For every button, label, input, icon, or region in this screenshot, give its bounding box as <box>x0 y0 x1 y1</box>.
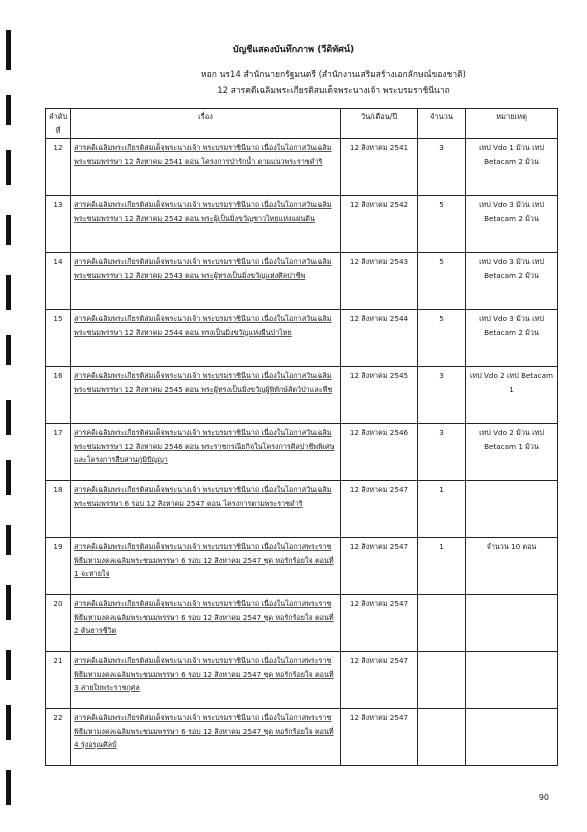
row-no: 16 <box>46 367 71 424</box>
row-note <box>466 709 558 766</box>
col-header-date: วัน/เดือน/ปี <box>341 109 418 139</box>
binder-mark <box>6 95 11 125</box>
row-no: 17 <box>46 424 71 481</box>
row-note: เทป Vdo 2 เทป Betacam 1 <box>466 367 558 424</box>
row-date: 12 สิงหาคม 2544 <box>341 310 418 367</box>
row-note: เทป Vdo 3 ม้วน เทป Betacam 2 ม้วน <box>466 196 558 253</box>
row-title: สารคดีเฉลิมพระเกียรติสมเด็จพระนางเจ้า พระบรมราชินีนาถ เนื่องในโอกาสพระราชพิธีมหามงคลเฉลิมพระชนมพรรษา 6 รอบ 12 สิงหาคม 2547 ชุด หอรักร้อยใจ ตอนที่ 2 ต้นธารชีวิต <box>71 595 341 652</box>
row-note: จำนวน 10 ตอน <box>466 538 558 595</box>
table-row <box>46 196 558 253</box>
table-row <box>46 253 558 310</box>
col-header-no: ลำดับที่ <box>46 109 71 139</box>
row-no: 21 <box>46 652 71 709</box>
col-header-qty: จำนวน <box>418 109 466 139</box>
binder-mark <box>6 705 11 740</box>
series-line: 12 สารคดีเฉลิมพระเกียรติสมเด็จพระนางเจ้า พระบรมราชินีนาถ <box>217 86 450 96</box>
table-row <box>46 139 558 196</box>
row-title: สารคดีเฉลิมพระเกียรติสมเด็จพระนางเจ้า พระบรมราชินีนาถ เนื่องในโอกาสพระราชพิธีมหามงคลเฉลิมพระชนมพรรษา 6 รอบ 12 สิงหาคม 2547 ชุด หอรักร้อยใจ ตอนที่ 1 จะหายใจ <box>71 538 341 595</box>
row-date: 12 สิงหาคม 2546 <box>341 424 418 481</box>
row-title: สารคดีเฉลิมพระเกียรติสมเด็จพระนางเจ้า พระบรมราชินีนาถ เนื่องในโอกาสวันเฉลิมพระชนมพรรษา 6 รอบ 12 สิงหาคม 2547 ตอน โครงการตามพระราชดำริ <box>71 481 341 538</box>
row-qty <box>418 595 466 652</box>
page-number: 90 <box>538 793 549 802</box>
row-note: เทป Vdo 2 ม้วน เทป Betacam 1 ม้วน <box>466 424 558 481</box>
row-title: สารคดีเฉลิมพระเกียรติสมเด็จพระนางเจ้า พระบรมราชินีนาถ เนื่องในโอกาสวันเฉลิมพระชนมพรรษา 12 สิงหาคม 2543 ตอน พระผู้ทรงเป็นมิ่งขวัญแห่งศิลปาชีพ <box>71 253 341 310</box>
col-header-note: หมายเหตุ <box>466 109 558 139</box>
row-note <box>466 595 558 652</box>
row-title: สารคดีเฉลิมพระเกียรติสมเด็จพระนางเจ้า พระบรมราชินีนาถ เนื่องในโอกาสวันเฉลิมพระชนมพรรษา 12 สิงหาคม 2545 ตอน พระผู้ทรงเป็นมิ่งขวัญผู้พิทักษ์สัตว์ป่าและพืช <box>71 367 341 424</box>
row-title: สารคดีเฉลิมพระเกียรติสมเด็จพระนางเจ้า พระบรมราชินีนาถ เนื่องในโอกาสวันเฉลิมพระชนมพรรษา 12 สิงหาคม 2542 ตอน พระผู้เป็นมิ่งขวัญชาวไทยแห่งแผ่นดิน <box>71 196 341 253</box>
row-no: 13 <box>46 196 71 253</box>
row-no: 15 <box>46 310 71 367</box>
col-header-title: เรื่อง <box>71 109 341 139</box>
binder-mark <box>6 215 11 245</box>
table-header-row <box>46 109 558 139</box>
row-note <box>466 481 558 538</box>
row-title: สารคดีเฉลิมพระเกียรติสมเด็จพระนางเจ้า พระบรมราชินีนาถ เนื่องในโอกาสวันเฉลิมพระชนมพรรษา 12 สิงหาคม 2546 ตอน พระราชกรณียกิจในโครงการศิลปาชีพพิเศษและโครงการสืบสานภูมิปัญญา <box>71 424 341 481</box>
binder-mark <box>6 650 11 680</box>
row-no: 14 <box>46 253 71 310</box>
row-note: เทป Vdo 3 ม้วน เทป Betacam 2 ม้วน <box>466 310 558 367</box>
binder-mark <box>6 460 11 495</box>
row-no: 19 <box>46 538 71 595</box>
row-qty: 5 <box>418 196 466 253</box>
row-qty: 3 <box>418 139 466 196</box>
agency-line: หอก นร14 สำนักนายกรัฐมนตรี (สำนักงานเสริมสร้างเอกลักษณ์ของชาติ) <box>201 70 466 80</box>
row-date: 12 สิงหาคม 2547 <box>341 652 418 709</box>
binder-mark <box>6 335 11 365</box>
row-qty: 1 <box>418 481 466 538</box>
row-qty: 5 <box>418 253 466 310</box>
row-qty <box>418 652 466 709</box>
table-row <box>46 538 558 595</box>
row-date: 12 สิงหาคม 2545 <box>341 367 418 424</box>
binder-mark <box>6 400 11 435</box>
binder-mark <box>6 585 11 620</box>
row-qty: 3 <box>418 367 466 424</box>
row-title: สารคดีเฉลิมพระเกียรติสมเด็จพระนางเจ้า พระบรมราชินีนาถ เนื่องในโอกาสพระราชพิธีมหามงคลเฉลิมพระชนมพรรษา 6 รอบ 12 สิงหาคม 2547 ชุด หอรักร้อยใจ ตอนที่ 3 สายใยพระราชกุศล <box>71 652 341 709</box>
row-date: 12 สิงหาคม 2547 <box>341 595 418 652</box>
binder-mark <box>6 150 11 185</box>
table-row <box>46 481 558 538</box>
table-row <box>46 424 558 481</box>
row-qty <box>418 709 466 766</box>
row-date: 12 สิงหาคม 2547 <box>341 709 418 766</box>
row-note <box>466 652 558 709</box>
row-title: สารคดีเฉลิมพระเกียรติสมเด็จพระนางเจ้า พระบรมราชินีนาถ เนื่องในโอกาสวันเฉลิมพระชนมพรรษา 12 สิงหาคม 2544 ตอน ทรงเป็นมิ่งขวัญแห่งผืนป่าไทย <box>71 310 341 367</box>
row-date: 12 สิงหาคม 2547 <box>341 538 418 595</box>
table-row <box>46 367 558 424</box>
binder-mark <box>6 525 11 555</box>
table-row <box>46 310 558 367</box>
binder-mark <box>6 770 11 805</box>
binder-mark <box>6 275 11 310</box>
row-qty: 5 <box>418 310 466 367</box>
row-no: 20 <box>46 595 71 652</box>
row-no: 12 <box>46 139 71 196</box>
row-date: 12 สิงหาคม 2543 <box>341 253 418 310</box>
row-title: สารคดีเฉลิมพระเกียรติสมเด็จพระนางเจ้า พระบรมราชินีนาถ เนื่องในโอกาสพระราชพิธีมหามงคลเฉลิมพระชนมพรรษา 6 รอบ 12 สิงหาคม 2547 ชุด หอรักร้อยใจ ตอนที่ 4 รุ่งอรุณศิลป์ <box>71 709 341 766</box>
row-date: 12 สิงหาคม 2542 <box>341 196 418 253</box>
register-table <box>45 108 558 766</box>
row-date: 12 สิงหาคม 2547 <box>341 481 418 538</box>
row-qty: 1 <box>418 538 466 595</box>
row-date: 12 สิงหาคม 2541 <box>341 139 418 196</box>
row-note: เทป Vdo 1 ม้วน เทป Betacam 2 ม้วน <box>466 139 558 196</box>
row-qty: 3 <box>418 424 466 481</box>
page-title: บัญชีแสดงบันทึกภาพ (วีดิทัศน์) <box>232 45 355 55</box>
row-note: เทป Vdo 3 ม้วน เทป Betacam 2 ม้วน <box>466 253 558 310</box>
row-no: 22 <box>46 709 71 766</box>
table-row <box>46 595 558 652</box>
table-row <box>46 709 558 766</box>
table-row <box>46 652 558 709</box>
row-no: 18 <box>46 481 71 538</box>
row-title: สารคดีเฉลิมพระเกียรติสมเด็จพระนางเจ้า พระบรมราชินีนาถ เนื่องในโอกาสวันเฉลิมพระชนมพรรษา 12 สิงหาคม 2541 ตอน โครงการป่ารักน้ำ ตามแนวพระราชดำริ <box>71 139 341 196</box>
